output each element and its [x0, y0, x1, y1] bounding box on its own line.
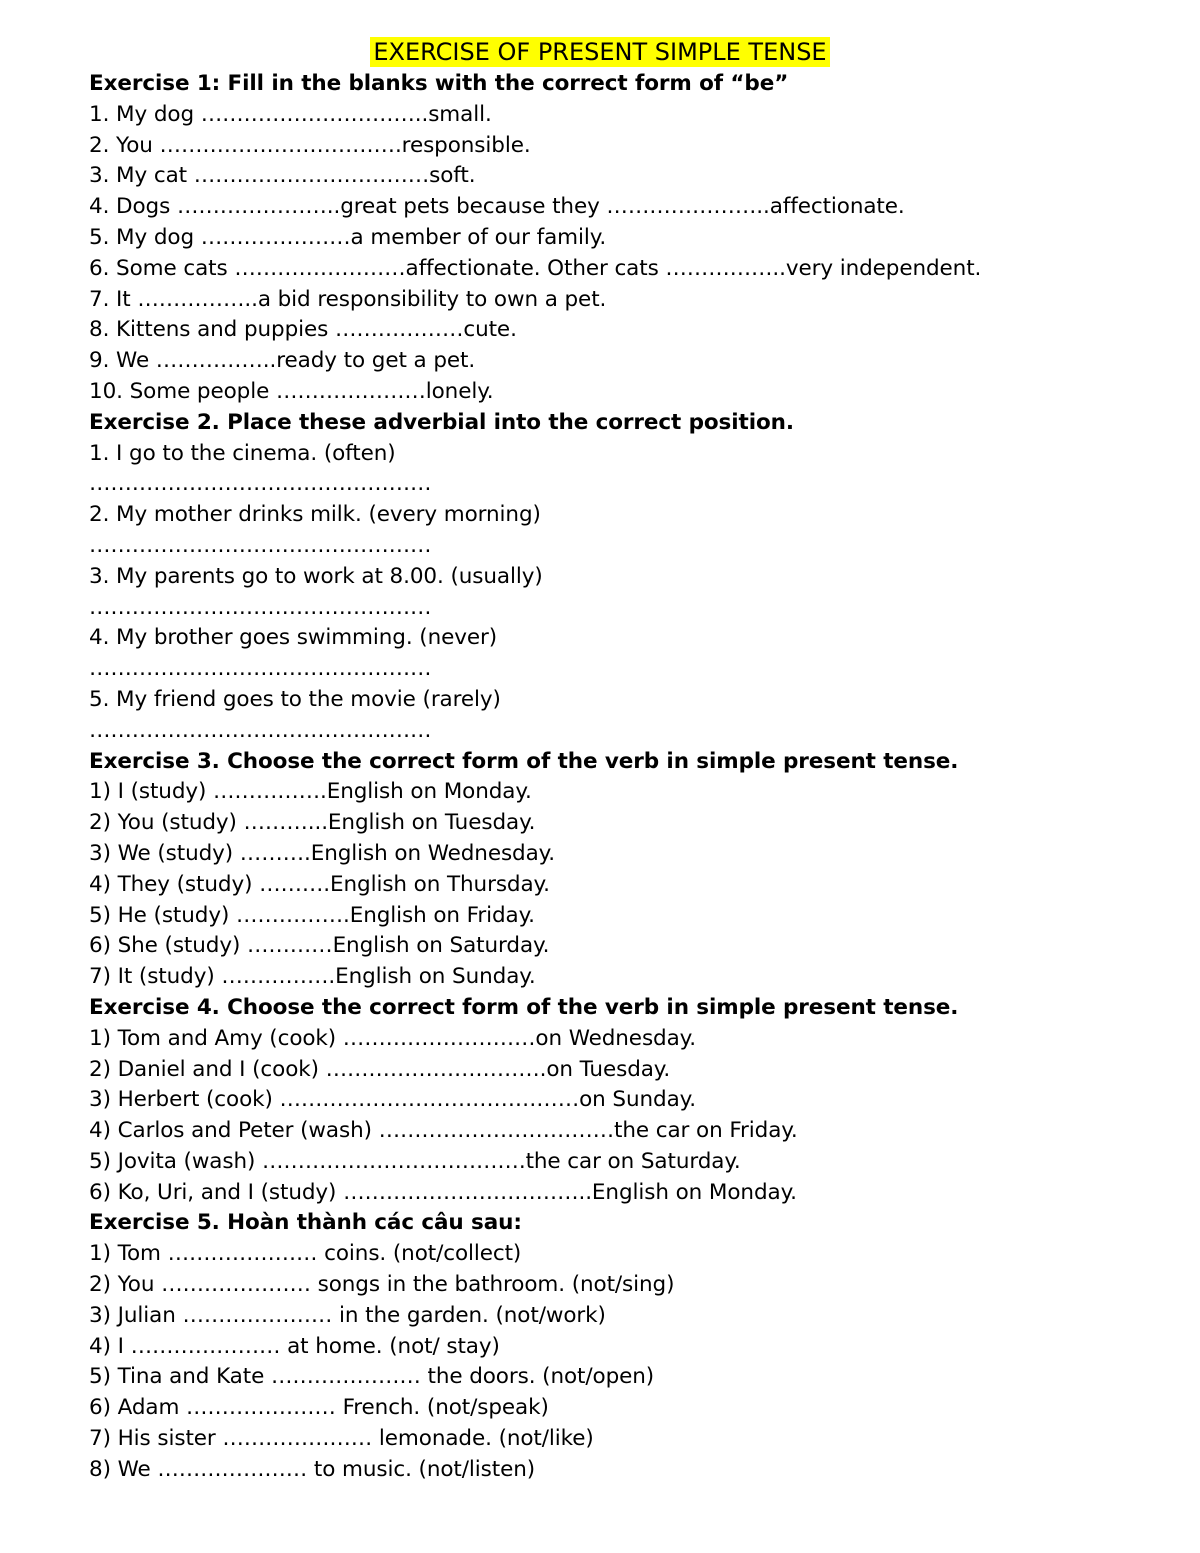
- exercise-item: 4) I ………………… at home. (not/ stay): [89, 1333, 500, 1359]
- exercise-item: 2. My mother drinks milk. (every morning): [89, 502, 541, 528]
- exercise-item: 5. My friend goes to the movie (rarely): [89, 686, 501, 712]
- page-title: EXERCISE OF PRESENT SIMPLE TENSE: [370, 37, 829, 67]
- exercise-3: [89, 747, 1159, 993]
- exercise-item: 5) Tina and Kate ………………… the doors. (not/open): [89, 1364, 655, 1390]
- exercise-item: 8) We ………………… to music. (not/listen): [89, 1456, 536, 1482]
- exercise-item: 6) Adam ………………… French. (not/speak): [89, 1395, 549, 1421]
- exercise-item: 6. Some cats ……………………affectionate. Other cats ……………..very independent.: [89, 255, 982, 281]
- exercise-item: 7) His sister ………………… lemonade. (not/like): [89, 1426, 594, 1452]
- title-wrap: [0, 37, 1200, 67]
- exercise-item: 10. Some people …………………lonely.: [89, 378, 494, 404]
- answer-line: …………………………………………: [89, 656, 432, 682]
- exercise-heading: Exercise 4. Choose the correct form of the verb in simple present tense.: [89, 994, 959, 1020]
- exercise-heading: Exercise 3. Choose the correct form of the verb in simple present tense.: [89, 748, 959, 774]
- exercise-item: 2) You ………………… songs in the bathroom. (not/sing): [89, 1272, 675, 1298]
- answer-line: …………………………………………: [89, 717, 432, 743]
- exercise-item: 2) Daniel and I (cook) ………………………….on Tuesday.: [89, 1056, 671, 1082]
- exercise-1: [89, 69, 1159, 408]
- exercise-heading: Exercise 1: Fill in the blanks with the correct form of “be”: [89, 71, 789, 96]
- exercise-item: 3) We (study) ……….English on Wednesday.: [89, 840, 555, 866]
- exercise-item: 1) Tom and Amy (cook) ………………………on Wednesday.: [89, 1025, 696, 1051]
- exercise-item: 6) Ko, Uri, and I (study) ……………………………..English on Monday.: [89, 1179, 797, 1205]
- exercise-item: 5. My dog …………………a member of our family.: [89, 224, 607, 250]
- exercise-heading: Exercise 2. Place these adverbial into the correct position.: [89, 409, 794, 435]
- exercise-item: 1) Tom ………………… coins. (not/collect): [89, 1241, 522, 1267]
- exercise-item: 6) She (study) …………English on Saturday.: [89, 933, 550, 959]
- worksheet-content: [89, 69, 1159, 1486]
- answer-line: …………………………………………: [89, 471, 432, 497]
- exercise-heading: Exercise 5. Hoàn thành các câu sau:: [89, 1210, 522, 1236]
- exercise-item: 1) I (study) …………….English on Monday.: [89, 779, 532, 805]
- exercise-item: 9. We ……………..ready to get a pet.: [89, 348, 476, 374]
- exercise-item: 7) It (study) …………….English on Sunday.: [89, 964, 536, 990]
- exercise-5: [89, 1208, 1159, 1485]
- exercise-item: 4) Carlos and Peter (wash) ……………………………the car on Friday.: [89, 1118, 798, 1144]
- answer-line: …………………………………………: [89, 532, 432, 558]
- exercise-item: 7. It ……………..a bid responsibility to own a pet.: [89, 286, 607, 312]
- exercise-item: 4. My brother goes swimming. (never): [89, 625, 498, 651]
- exercise-4: [89, 993, 1159, 1209]
- exercise-item: 3. My cat ……………………………soft.: [89, 163, 476, 189]
- exercise-item: 3) Herbert (cook) ……………………………………on Sunday.: [89, 1087, 696, 1113]
- exercise-item: 5) He (study) …………….English on Friday.: [89, 902, 535, 928]
- exercise-item: 5) Jovita (wash) ……………………………….the car on Saturday.: [89, 1148, 741, 1174]
- exercise-item: 1. My dog …………………………..small.: [89, 101, 492, 127]
- answer-line: …………………………………………: [89, 594, 432, 620]
- exercise-item: 2. You …………………………….responsible.: [89, 132, 531, 158]
- exercise-item: 8. Kittens and puppies ………………cute.: [89, 317, 517, 343]
- exercise-item: 3) Julian ………………… in the garden. (not/work): [89, 1302, 606, 1328]
- exercise-item: 4. Dogs …………………..great pets because they …………………..affectionate.: [89, 194, 905, 220]
- exercise-2: [89, 408, 1159, 747]
- exercise-item: 3. My parents go to work at 8.00. (usually): [89, 563, 543, 589]
- exercise-item: 4) They (study) ……….English on Thursday.: [89, 871, 550, 897]
- exercise-item: 2) You (study) ………...English on Tuesday.: [89, 810, 536, 836]
- exercise-item: 1. I go to the cinema. (often): [89, 440, 396, 466]
